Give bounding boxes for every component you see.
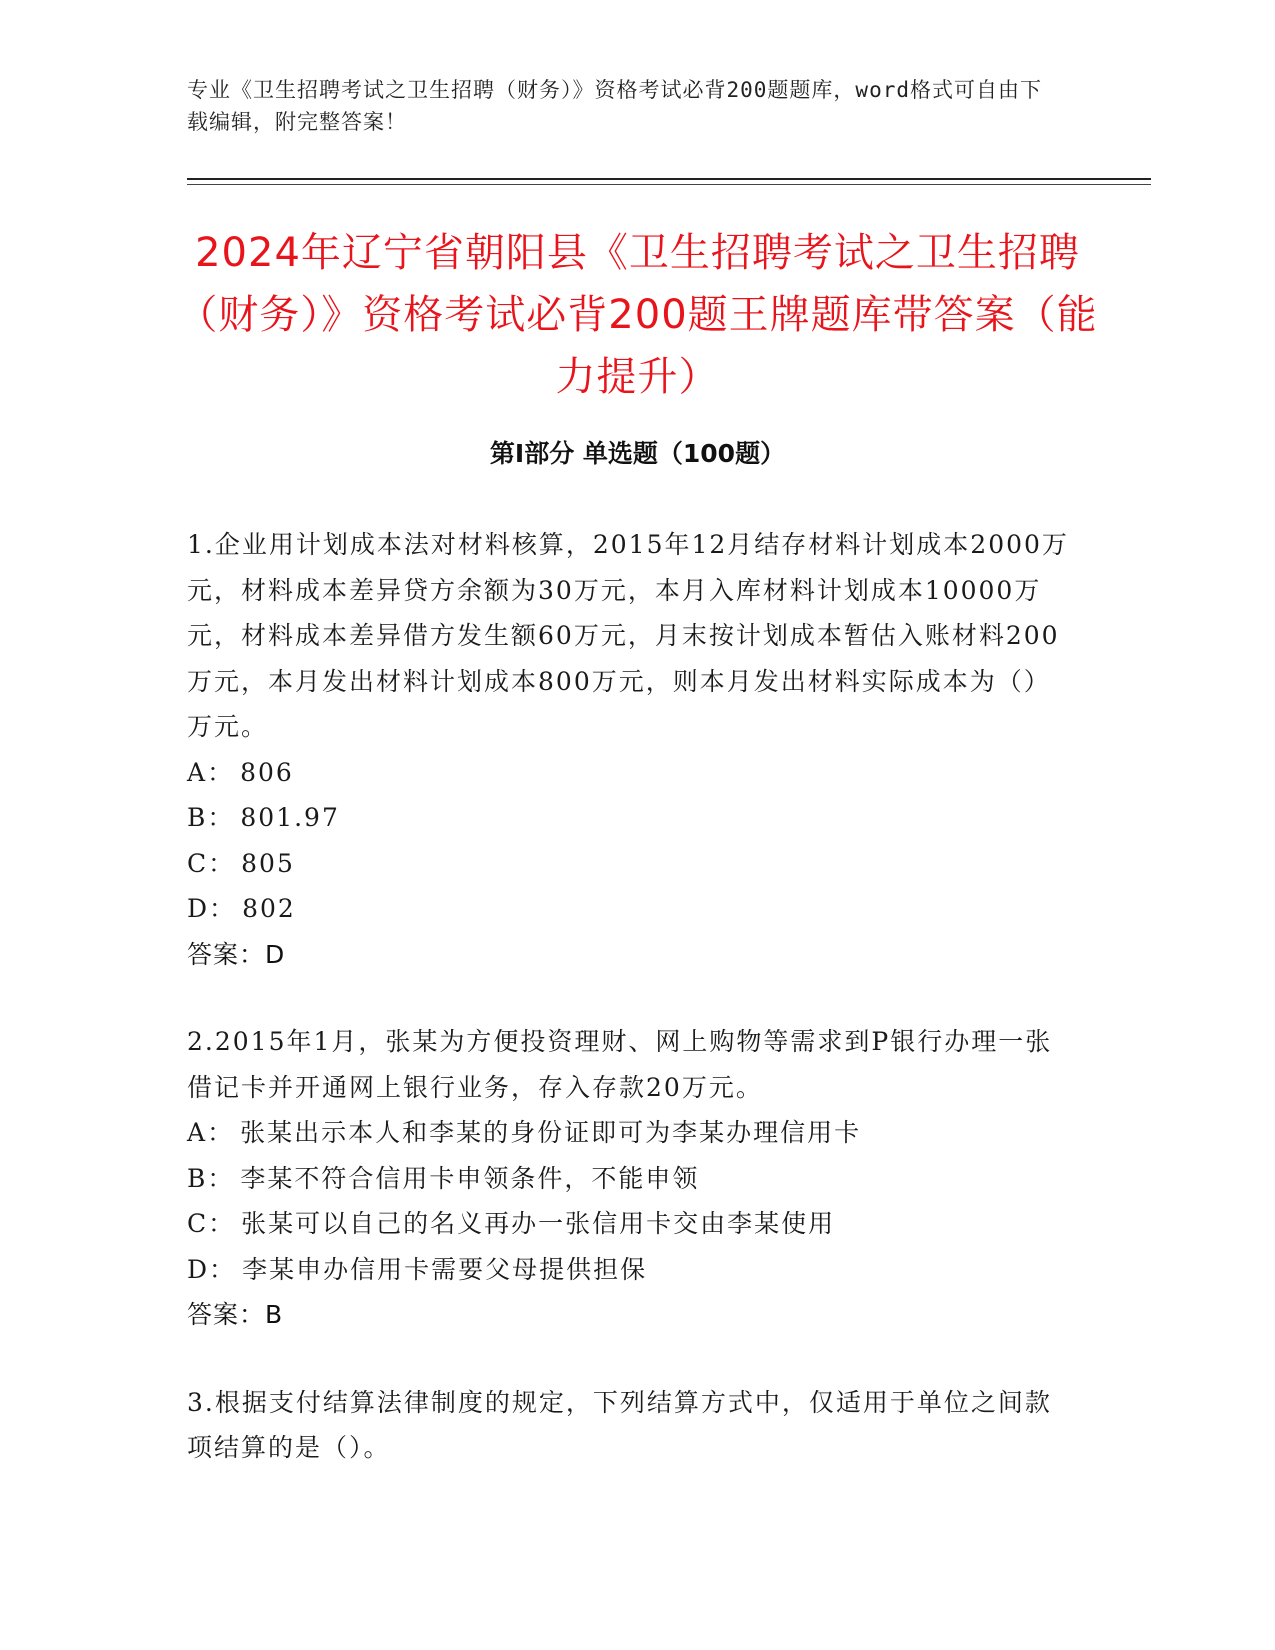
option-text: 805: [241, 848, 295, 878]
option-letter: C: [187, 1209, 209, 1238]
option-text: 802: [242, 894, 296, 923]
option-separator: ：: [209, 1254, 237, 1284]
question-stem: 3.根据支付结算法律制度的规定，下列结算方式中，仅适用于单位之间款项结算的是（）。: [187, 1387, 1052, 1462]
option-text: 张某出示本人和李某的身份证即可为李某办理信用卡: [240, 1118, 862, 1147]
option-letter: C: [187, 848, 209, 878]
option-letter: A: [187, 757, 208, 787]
option-a: [187, 1110, 1077, 1156]
section-heading: 第Ⅰ部分 单选题（100题）: [489, 439, 786, 468]
header-divider: [187, 178, 1151, 180]
question-2: [187, 1019, 1077, 1338]
option-a: [187, 750, 1077, 796]
option-separator: ：: [208, 848, 236, 878]
option-text: 806: [240, 757, 294, 787]
option-text: 801.97: [240, 803, 340, 832]
question-list: [187, 522, 1077, 1513]
header-divider-thin: [187, 184, 1151, 185]
option-letter: A: [187, 1118, 208, 1147]
option-separator: ：: [207, 1163, 235, 1193]
option-separator: ：: [207, 803, 235, 832]
option-separator: ：: [207, 757, 235, 787]
option-separator: ：: [207, 1118, 235, 1147]
option-text: 李某申办信用卡需要父母提供担保: [242, 1254, 648, 1284]
answer-line: [187, 1292, 1077, 1338]
option-letter: B: [187, 1163, 208, 1193]
option-b: [187, 795, 1077, 841]
option-d: [187, 886, 1077, 932]
header-note: 专业《卫生招聘考试之卫生招聘（财务）》资格考试必背200题题库，word格式可自由下载编辑，附完整答案！: [187, 78, 1042, 134]
answer-label: 答案：: [187, 1300, 266, 1329]
option-separator: ：: [208, 1209, 236, 1238]
document-title: 2024年辽宁省朝阳县《卫生招聘考试之卫生招聘（财务）》资格考试必背200题王牌题库带答案（能力提升）: [177, 230, 1098, 400]
option-text: 张某可以自己的名义再办一张信用卡交由李某使用: [241, 1209, 836, 1238]
answer-value: B: [265, 1300, 284, 1329]
answer-label: 答案：: [187, 939, 266, 969]
option-separator: ：: [209, 894, 237, 923]
question-3: [187, 1380, 1077, 1471]
option-d: [187, 1247, 1077, 1293]
question-stem: 2.2015年1月，张某为方便投资理财、网上购物等需求到P银行办理一张借记卡并开通网上银行业务，存入存款20万元。: [187, 1027, 1053, 1102]
option-text: 李某不符合信用卡申领条件，不能申领: [240, 1163, 700, 1193]
option-c: [187, 1201, 1077, 1247]
question-1: [187, 522, 1077, 977]
question-stem: 1.企业用计划成本法对材料核算，2015年12月结存材料计划成本2000万元，材料成本差异贷方余额为30万元，本月入库材料计划成本10000万元，材料成本差异借方发生额60万元，月末按计划成本暂估入账材料200万元，本月发出材料计划成本800万元，则本月发出材料实际成本为（）万元。: [187, 530, 1069, 741]
option-letter: D: [187, 1254, 210, 1284]
answer-line: [187, 932, 1077, 978]
option-b: [187, 1156, 1077, 1202]
answer-value: D: [265, 939, 286, 969]
option-c: [187, 841, 1077, 887]
option-letter: B: [187, 803, 208, 832]
option-letter: D: [187, 894, 210, 923]
